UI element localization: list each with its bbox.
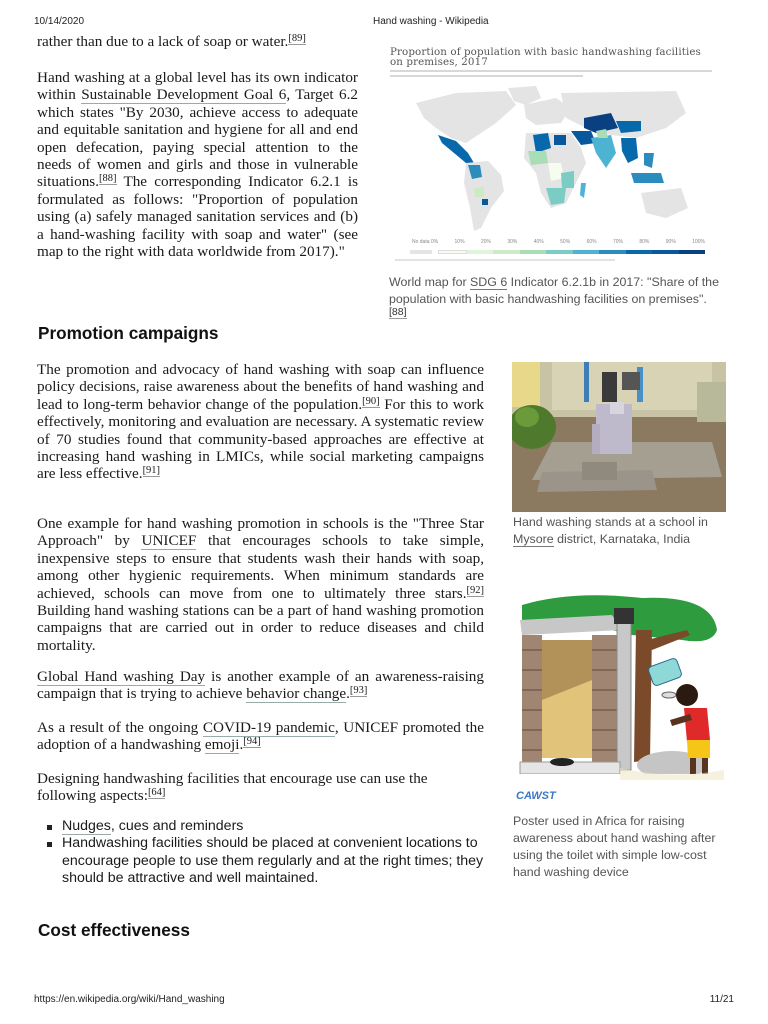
caption-text: World map for [389,275,471,289]
link-emoji[interactable]: emoji [204,736,240,754]
reference-92[interactable] [467,585,485,597]
caption-text: Indicator 6.2.1b in 2017: "Share of the population with basic handwashing facilities on premises". [389,275,719,306]
paragraph-intro-fragment [37,33,357,50]
paragraph-three-star [37,515,484,654]
legend-label: 10% [454,239,465,245]
link-sdg-6[interactable]: SDG 6 [470,275,508,289]
print-url: https://en.wikipedia.org/wiki/Hand_washing [34,994,225,1005]
poster-image [512,590,726,810]
reference-88[interactable] [389,306,407,319]
legend-color-bar [410,250,705,254]
legend-label: 70% [612,239,623,245]
legend-label: 50% [560,239,571,245]
paragraph-text: The promotion and advocacy of hand washing with soap can influence policy decisions, raise awareness about the benefits of hand washing and lead to long-term behavior change of the population. [37,361,484,413]
print-page-title: Hand washing - Wikipedia [373,16,489,27]
sdg-world-map-figure[interactable] [390,47,712,272]
list-item [46,835,486,887]
reference-90[interactable] [362,396,380,408]
reference-link[interactable]: [89] [288,33,306,44]
school-handwashing-stand-photo[interactable] [512,362,726,512]
legend-label: 100% [692,239,705,245]
paragraph-text: Building hand washing stations can be a part of hand washing promotion campaigns that are carried out in order to reduce diseases and child mortality. [37,602,484,654]
legend-label: 30% [507,239,518,245]
handwashing-awareness-poster[interactable] [512,590,726,810]
paragraph-sdg [37,69,358,260]
paragraph-text: rather than due to a lack of soap or water. [37,33,289,50]
paragraph-text: For this to work effectively, monitoring and evaluation are necessary. A systematic review of 70 studies found that community-based approaches are effective at increasing hand washing in LMICs, while social marketing campaigns are less effective. [37,395,484,483]
paragraph-text: As a result of the ongoing [37,719,203,736]
reference-link[interactable]: [88] [99,173,117,185]
caption-text: district, Karnataka, India [553,532,690,546]
legend-label: 90% [665,239,676,245]
print-date: 10/14/2020 [34,16,85,27]
legend-labels [410,239,705,245]
print-header [0,16,768,30]
reference-link[interactable]: [93] [349,685,368,697]
paragraph-text: . [239,736,244,754]
reference-link[interactable]: [91] [142,465,161,477]
reference-link[interactable]: [94] [243,736,261,748]
design-aspects-list [46,818,486,888]
legend-label: No data 0% [412,239,439,245]
reference-94[interactable] [243,736,261,748]
reference-link[interactable]: [90] [362,395,380,407]
legend-label: 60% [586,239,597,245]
cawst-logo: CAWST [516,790,556,802]
reference-88[interactable] [99,173,117,185]
paragraph-text: Hand washing at a global level has its own indicator within [37,69,358,104]
world-map-image [396,83,696,243]
heading-promotion-campaigns: Promotion campaigns [38,323,219,343]
paragraph-promotion [37,361,484,483]
reference-64[interactable] [148,787,166,799]
legend-label: 20% [480,239,491,245]
reference-93[interactable] [350,685,368,697]
legend-label: 40% [533,239,544,245]
poster-caption: Poster used in Africa for raising awareness about hand washing after using the toilet with simple low-cost hand washing device [513,814,716,879]
paragraph-text: is another example of an awareness-raising campaign that is trying to achieve [37,668,484,703]
paragraph-text: , Target 6.2 which states "By 2030, achieve access to adequate and equitable sanitation and hygiene for all and end open defecation, paying special attention to the needs of women and girls and those in vulnerable situations. [37,86,358,191]
map-source-line [395,259,615,261]
link-behavior-change[interactable]: behavior change [246,685,347,703]
caption-text: Hand washing stands at a school in [513,515,708,529]
link-sustainable-development-goal-6[interactable]: Sustainable Development Goal 6 [81,86,287,104]
map-subtitle-lines [390,70,712,84]
map-caption [389,274,719,325]
link-global-handwashing-day[interactable]: Global Hand washing Day [37,668,206,685]
reference-91[interactable] [143,465,161,477]
paragraph-covid [37,719,484,754]
paragraph-text: One example for hand washing promotion in schools is the "Three Star Approach" by [37,515,484,550]
link-covid-19-pandemic[interactable]: COVID-19 pandemic [202,719,335,736]
list-item-text: Handwashing facilities should be placed at convenient locations to encourage people to use them regularly and at the right times; they should be attractive and well maintained. [62,835,484,887]
photo-image [512,362,726,512]
link-nudges[interactable]: Nudges [62,818,111,834]
print-page-number: 11/21 [709,994,734,1005]
print-footer [0,994,768,1008]
paragraph-design-facilities [37,770,484,805]
paragraph-text: , UNICEF promoted the adoption of a handwashing [37,719,485,754]
paragraph-text: that encourages schools to take simple, inexpensive steps to ensure that students wash their hands with soap, among other hygienic requirements. When minimum standards are achieved, schools can move from one to ultimately three stars. [37,532,484,602]
paragraph-text: Designing handwashing facilities that encourage use can use the following aspects: [37,770,428,805]
paragraph-text: . [346,685,350,703]
paragraph-text: The corresponding Indicator 6.2.1 is formulated as follows: "Proportion of population using (a) safely managed sanitation services and (b) a hand-washing facility with soap and water" (see map to the right with data worldwide from 2017)." [37,173,358,261]
map-legend [410,239,705,254]
heading-cost-effectiveness: Cost effectiveness [38,920,190,940]
photo-caption [513,514,733,548]
reference-89[interactable] [288,33,306,45]
link-unicef[interactable]: UNICEF [141,532,197,550]
list-item [46,818,486,835]
paragraph-global-handwashing-day [37,668,484,703]
link-mysore[interactable]: Mysore [513,532,554,546]
bullet-icon [47,842,52,847]
map-title: Proportion of population with basic handwashing facilities on premises, 2017 [390,46,701,68]
legend-label: 80% [639,239,650,245]
bullet-icon [47,825,52,830]
list-item-text: , cues and reminders [110,818,244,834]
reference-link[interactable]: [88] [389,306,407,318]
reference-link[interactable]: [92] [466,584,484,596]
reference-link[interactable]: [64] [147,787,166,799]
